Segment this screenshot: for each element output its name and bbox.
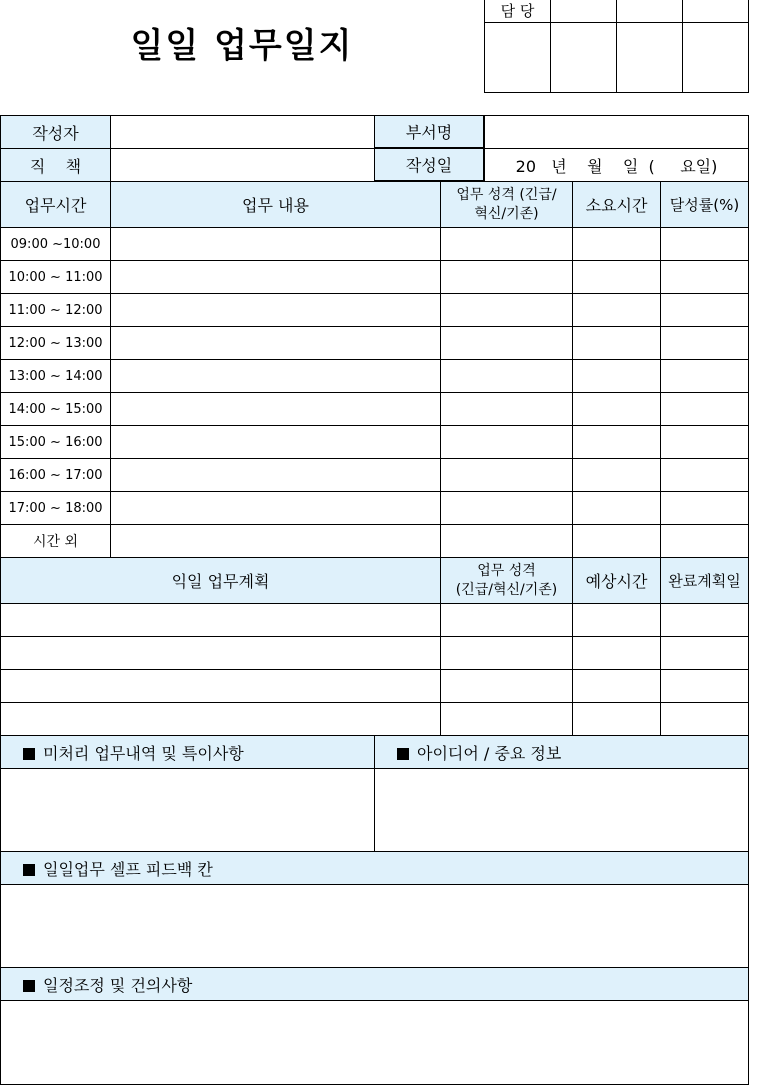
square-bullet-icon: [23, 864, 35, 876]
square-bullet-icon: [397, 748, 409, 760]
completion-cell[interactable]: [661, 670, 749, 703]
time-slot: 13:00 ~ 14:00: [1, 360, 111, 393]
achievement-cell[interactable]: [661, 327, 749, 360]
time-slot: 14:00 ~ 15:00: [1, 393, 111, 426]
header-completion-date: 완료계획일: [661, 558, 749, 604]
nature-cell[interactable]: [441, 459, 573, 492]
header-content: 업무 내용: [111, 182, 441, 228]
time-slot: 15:00 ~ 16:00: [1, 426, 111, 459]
content-cell[interactable]: [111, 327, 441, 360]
schedule-area[interactable]: [1, 1001, 749, 1085]
achievement-cell[interactable]: [661, 393, 749, 426]
header-plan-nature-line2: (긴급/혁신/기존): [455, 581, 558, 598]
time-slot: 12:00 ~ 13:00: [1, 327, 111, 360]
content-cell[interactable]: [111, 360, 441, 393]
duration-cell[interactable]: [573, 525, 661, 558]
approval-label: 담 당: [485, 0, 551, 22]
nature-cell[interactable]: [441, 393, 573, 426]
nature-cell[interactable]: [441, 228, 573, 261]
unprocessed-area[interactable]: [1, 769, 375, 852]
completion-cell[interactable]: [661, 604, 749, 637]
content-cell[interactable]: [111, 294, 441, 327]
achievement-cell[interactable]: [661, 492, 749, 525]
achievement-cell[interactable]: [661, 525, 749, 558]
content-cell[interactable]: [111, 525, 441, 558]
time-slot: 10:00 ~ 11:00: [1, 261, 111, 294]
expected-cell[interactable]: [573, 637, 661, 670]
plan-nature-cell[interactable]: [441, 670, 573, 703]
work-log-form: [0, 115, 749, 736]
completion-cell[interactable]: [661, 637, 749, 670]
header-expected-time: 예상시간: [573, 558, 661, 604]
header-plan-nature: [441, 558, 573, 604]
page-title: 일일 업무일지: [130, 26, 354, 66]
signature-cell[interactable]: [683, 22, 749, 92]
header-duration: 소요시간: [573, 182, 661, 228]
time-slot: 11:00 ~ 12:00: [1, 294, 111, 327]
expected-cell[interactable]: [573, 670, 661, 703]
approval-header-cell: [617, 0, 683, 22]
schedule-header: [1, 968, 749, 1001]
achievement-cell[interactable]: [661, 459, 749, 492]
nature-cell[interactable]: [441, 525, 573, 558]
schedule-title: 일정조정 및 건의사항: [43, 975, 193, 995]
duration-cell[interactable]: [573, 426, 661, 459]
time-slot: 17:00 ~ 18:00: [1, 492, 111, 525]
header-achievement: 달성률(%): [661, 182, 749, 228]
nature-cell[interactable]: [441, 261, 573, 294]
ideas-header: [375, 736, 749, 769]
unprocessed-header: [1, 736, 375, 769]
duration-cell[interactable]: [573, 393, 661, 426]
feedback-title: 일일업무 셀프 피드백 칸: [43, 859, 213, 879]
nature-cell[interactable]: [441, 492, 573, 525]
square-bullet-icon: [23, 748, 35, 760]
date-field[interactable]: 20 년 월 일 ( 요일): [485, 149, 749, 182]
plan-cell[interactable]: [1, 670, 441, 703]
plan-nature-cell[interactable]: [441, 703, 573, 736]
author-label: 작성자: [1, 116, 111, 149]
duration-cell[interactable]: [573, 492, 661, 525]
time-slot: 16:00 ~ 17:00: [1, 459, 111, 492]
nature-cell[interactable]: [441, 327, 573, 360]
feedback-header: [1, 852, 749, 885]
content-cell[interactable]: [111, 261, 441, 294]
duration-cell[interactable]: [573, 261, 661, 294]
signature-cell[interactable]: [485, 22, 551, 92]
approval-header-cell: [683, 0, 749, 22]
duration-cell[interactable]: [573, 360, 661, 393]
plan-cell[interactable]: [1, 703, 441, 736]
approval-box: [484, 0, 749, 93]
signature-cell[interactable]: [617, 22, 683, 92]
square-bullet-icon: [23, 980, 35, 992]
achievement-cell[interactable]: [661, 261, 749, 294]
nature-cell[interactable]: [441, 426, 573, 459]
plan-cell[interactable]: [1, 637, 441, 670]
duration-cell[interactable]: [573, 459, 661, 492]
ideas-area[interactable]: [375, 769, 749, 852]
content-cell[interactable]: [111, 228, 441, 261]
plan-nature-cell[interactable]: [441, 637, 573, 670]
unprocessed-title: 미처리 업무내역 및 특이사항: [43, 743, 244, 763]
time-slot: 09:00 ~10:00: [1, 228, 111, 261]
header-time: 업무시간: [1, 182, 111, 228]
content-cell[interactable]: [111, 393, 441, 426]
duration-cell[interactable]: [573, 327, 661, 360]
plan-nature-cell[interactable]: [441, 604, 573, 637]
achievement-cell[interactable]: [661, 426, 749, 459]
content-cell[interactable]: [111, 426, 441, 459]
achievement-cell[interactable]: [661, 228, 749, 261]
achievement-cell[interactable]: [661, 360, 749, 393]
signature-cell[interactable]: [551, 22, 617, 92]
content-cell[interactable]: [111, 459, 441, 492]
plan-cell[interactable]: [1, 604, 441, 637]
header-plan-nature-line1: 업무 성격: [477, 562, 536, 579]
ideas-title: 아이디어 / 중요 정보: [417, 743, 562, 763]
time-slot-overtime: 시간 외: [1, 525, 111, 558]
duration-cell[interactable]: [573, 294, 661, 327]
duration-cell[interactable]: [573, 228, 661, 261]
dept-label: 부서명: [374, 115, 484, 148]
feedback-area[interactable]: [1, 885, 749, 968]
position-label: 직 책: [1, 149, 111, 182]
notes-sections: [0, 735, 749, 1085]
expected-cell[interactable]: [573, 703, 661, 736]
dept-field[interactable]: [485, 116, 749, 149]
approval-header-cell: [551, 0, 617, 22]
date-label: 작성일: [374, 148, 484, 181]
completion-cell[interactable]: [661, 703, 749, 736]
header-next-day-plan: 익일 업무계획: [1, 558, 441, 604]
achievement-cell[interactable]: [661, 294, 749, 327]
content-cell[interactable]: [111, 492, 441, 525]
nature-cell[interactable]: [441, 360, 573, 393]
nature-cell[interactable]: [441, 294, 573, 327]
header-nature: 업무 성격 (긴급/혁신/기존): [441, 182, 573, 228]
expected-cell[interactable]: [573, 604, 661, 637]
